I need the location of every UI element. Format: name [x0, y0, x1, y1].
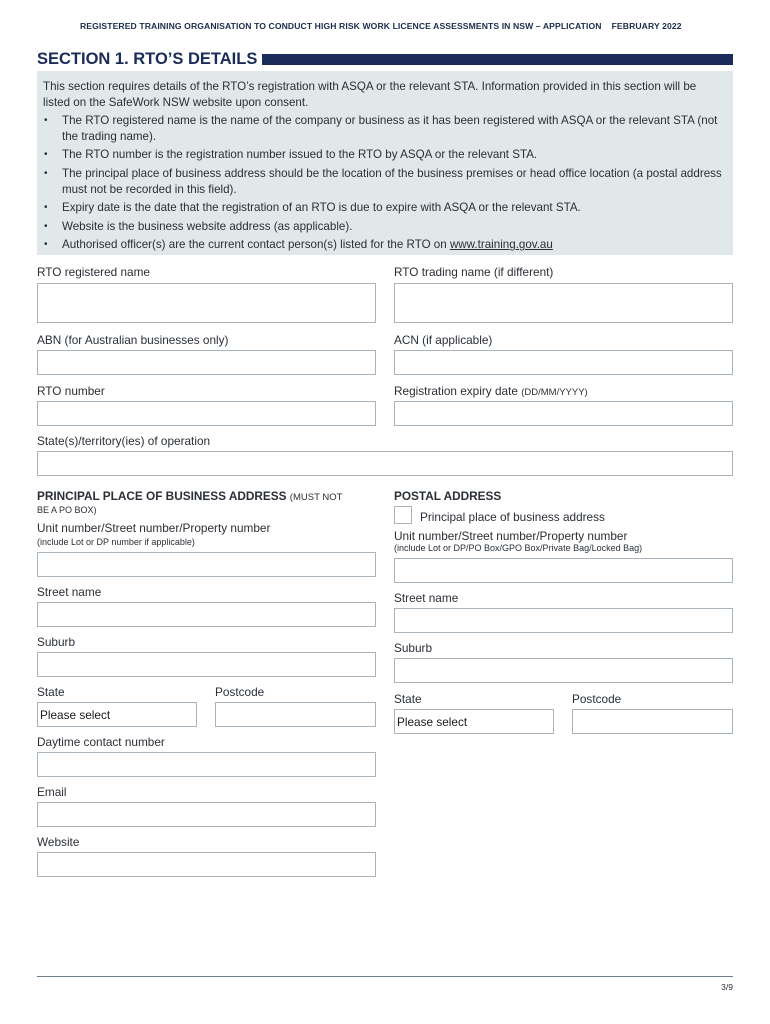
header-date: FEBRUARY 2022: [611, 21, 682, 31]
principal-state-select[interactable]: Please select: [37, 702, 197, 727]
info-bullet: • The RTO registered name is the name of the company or business as it has been registered with ASQA or the relevant STA (not the trading name).: [43, 113, 725, 144]
document-header: [80, 21, 733, 31]
website-label: Website: [37, 835, 80, 849]
info-bullet: [43, 237, 725, 253]
info-bullet-text: Authorised officer(s) are the current contact person(s) listed for the RTO on: [62, 238, 450, 252]
principal-suburb-label: Suburb: [37, 635, 76, 649]
section-title-bar: [262, 54, 733, 65]
info-bullets: [43, 113, 725, 253]
info-bullet: • Website is the business website address (as applicable).: [43, 219, 725, 235]
acn-label: ACN (if applicable): [394, 333, 493, 347]
website-field[interactable]: [37, 852, 376, 877]
expiry-date-format: (DD/MM/YYYY): [521, 387, 588, 398]
principal-postcode-field[interactable]: [215, 702, 376, 727]
info-bullet: • The principal place of business address should be the location of the business premises or head office location (a postal address must not be recorded in this field).: [43, 166, 725, 197]
postal-state-label: State: [394, 692, 422, 706]
same-as-principal-label: Principal place of business address: [420, 510, 605, 524]
postal-street-field[interactable]: [394, 608, 733, 633]
rto-number-label: RTO number: [37, 384, 105, 398]
postal-address-heading: POSTAL ADDRESS: [394, 489, 502, 503]
page-number: 3/9: [721, 982, 733, 992]
rto-registered-name-field[interactable]: [37, 283, 376, 323]
email-label: Email: [37, 785, 67, 799]
expiry-date-label-text: Registration expiry date: [394, 384, 518, 398]
principal-unit-label: Unit number/Street number/Property number: [37, 521, 271, 535]
expiry-date-field[interactable]: [394, 401, 733, 426]
rto-trading-name-label: RTO trading name (if different): [394, 265, 554, 279]
postal-postcode-field[interactable]: [572, 709, 733, 734]
abn-label: ABN (for Australian businesses only): [37, 333, 229, 347]
principal-heading-note: (MUST NOT: [289, 492, 343, 503]
postal-unit-label: Unit number/Street number/Property number: [394, 529, 628, 543]
section-heading: SECTION 1. RTO’S DETAILS: [37, 49, 258, 68]
footer-divider: [37, 976, 733, 977]
daytime-contact-label: Daytime contact number: [37, 735, 165, 749]
postal-suburb-field[interactable]: [394, 658, 733, 683]
principal-unit-note: (include Lot or DP number if applicable): [37, 537, 195, 547]
postal-unit-field[interactable]: [394, 558, 733, 583]
training-gov-link[interactable]: www.training.gov.au: [449, 238, 553, 252]
info-intro: This section requires details of the RTO’s registration with ASQA or the relevant STA. Information provided in this section will be listed on the SafeWork NSW website upon consent.: [43, 80, 697, 109]
expiry-date-label: [394, 384, 588, 398]
abn-field[interactable]: [37, 350, 376, 375]
states-operation-field[interactable]: [37, 451, 733, 476]
principal-suburb-field[interactable]: [37, 652, 376, 677]
principal-heading-note-cont: BE A PO BOX): [37, 505, 97, 515]
states-operation-label: State(s)/territory(ies) of operation: [37, 434, 211, 448]
postal-postcode-label: Postcode: [572, 692, 622, 706]
email-field[interactable]: [37, 802, 376, 827]
postal-state-select[interactable]: Please select: [394, 709, 554, 734]
rto-number-field[interactable]: [37, 401, 376, 426]
principal-state-label: State: [37, 685, 65, 699]
postal-street-label: Street name: [394, 591, 459, 605]
section-title: [37, 49, 733, 69]
info-bullet: • Expiry date is the date that the registration of an RTO is due to expire with ASQA or the relevant STA.: [43, 200, 725, 216]
principal-postcode-label: Postcode: [215, 685, 265, 699]
daytime-contact-field[interactable]: [37, 752, 376, 777]
principal-street-label: Street name: [37, 585, 102, 599]
rto-registered-name-label: RTO registered name: [37, 265, 150, 279]
header-title: REGISTERED TRAINING ORGANISATION TO CONDUCT HIGH RISK WORK LICENCE ASSESSMENTS IN NSW – APPLICATION: [80, 21, 602, 31]
postal-unit-note: (include Lot or DP/PO Box/GPO Box/Private Bag/Locked Bag): [394, 543, 643, 553]
acn-field[interactable]: [394, 350, 733, 375]
info-panel: [37, 71, 733, 255]
rto-trading-name-field[interactable]: [394, 283, 733, 323]
principal-heading-text: PRINCIPAL PLACE OF BUSINESS ADDRESS: [37, 489, 287, 503]
postal-suburb-label: Suburb: [394, 641, 433, 655]
principal-address-heading: [37, 489, 342, 503]
principal-street-field[interactable]: [37, 602, 376, 627]
principal-unit-field[interactable]: [37, 552, 376, 577]
same-as-principal-checkbox[interactable]: [394, 506, 412, 524]
info-bullet: • The RTO number is the registration number issued to the RTO by ASQA or the relevant STA.: [43, 147, 725, 163]
